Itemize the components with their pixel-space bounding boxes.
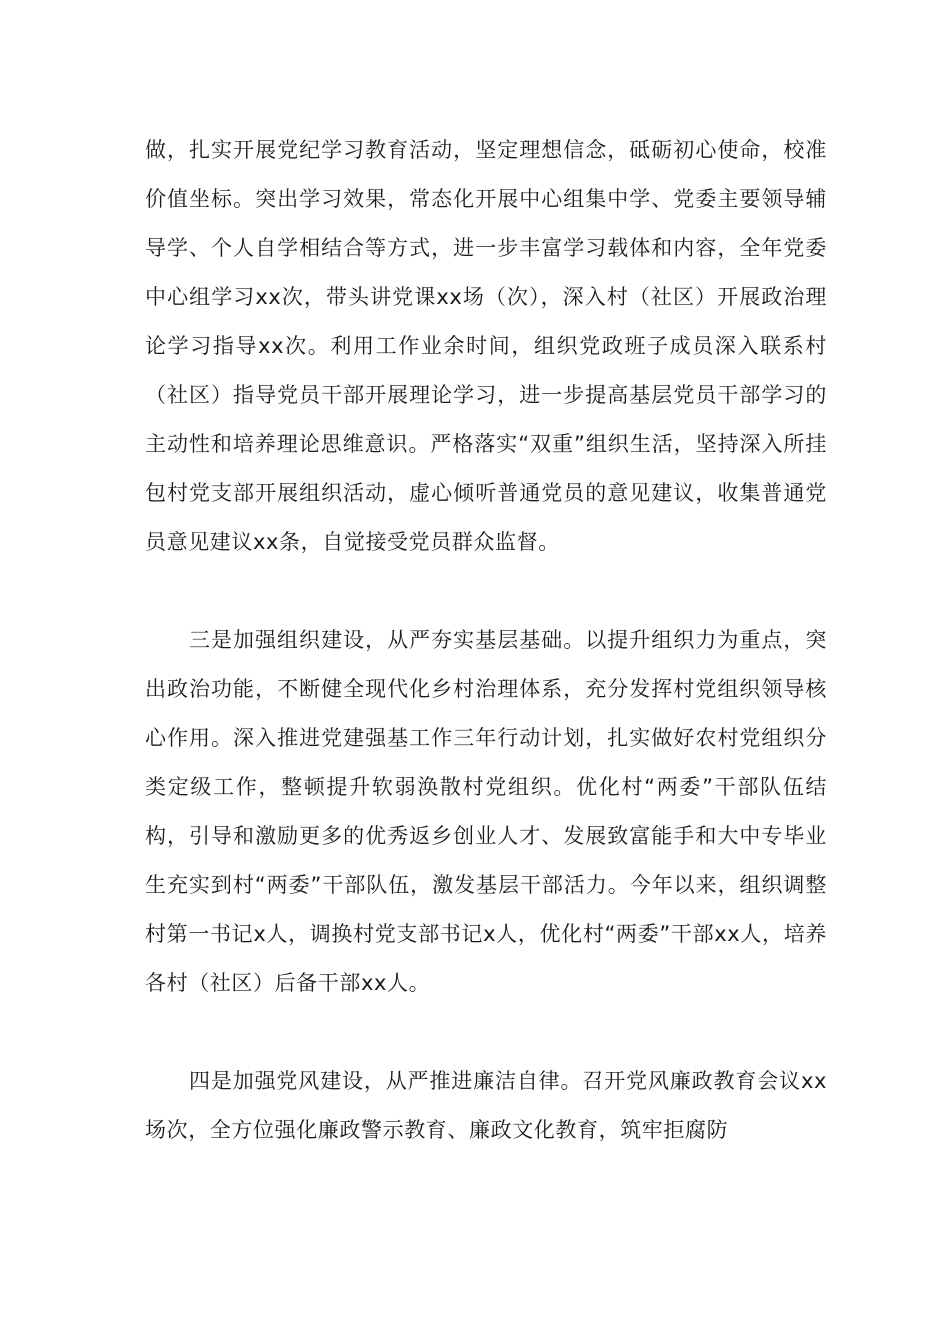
paragraph-study-education: 做，扎实开展党纪学习教育活动，坚定理想信念，砥砺初心使命，校准价值坐标。突出学习效果，常态化开展中心组集中学、党委主要领导辅导学、个人自学相结合等方式，进一步丰富学习载体和内容，全年党委中心组学习xx次，带头讲党课xx场（次），深入村（社区）开展政治理论学习指导xx次。利用工作业余时间，组织党政班子成员深入联系村（社区）指导党员干部开展理论学习，进一步提高基层党员干部学习的主动性和培养理论思维意识。严格落实“双重”组织生活，坚持深入所挂包村党支部开展组织活动，虚心倾听普通党员的意见建议，收集普通党员意见建议xx条，自觉接受党员群众监督。 bbox=[145, 138, 827, 554]
paragraph-spacer bbox=[145, 567, 827, 616]
document-body bbox=[145, 126, 827, 1155]
paragraph-spacer bbox=[145, 1008, 827, 1057]
paragraph-organization-building: 三是加强组织建设，从严夯实基层基础。以提升组织力为重点，突出政治功能，不断健全现代化乡村治理体系，充分发挥村党组织领导核心作用。深入推进党建强基工作三年行动计划，扎实做好农村党组织分类定级工作，整顿提升软弱涣散村党组织。优化村“两委”干部队伍结构，引导和激励更多的优秀返乡创业人才、发展致富能手和大中专毕业生充实到村“两委”干部队伍，激发基层干部活力。今年以来，组织调整村第一书记x人，调换村党支部书记x人，优化村“两委”干部xx人，培养各村（社区）后备干部xx人。 bbox=[145, 628, 827, 995]
paragraph-party-conduct: 四是加强党风建设，从严推进廉洁自律。召开党风廉政教育会议xx场次，全方位强化廉政警示教育、廉政文化教育，筑牢拒腐防 bbox=[145, 1069, 827, 1142]
